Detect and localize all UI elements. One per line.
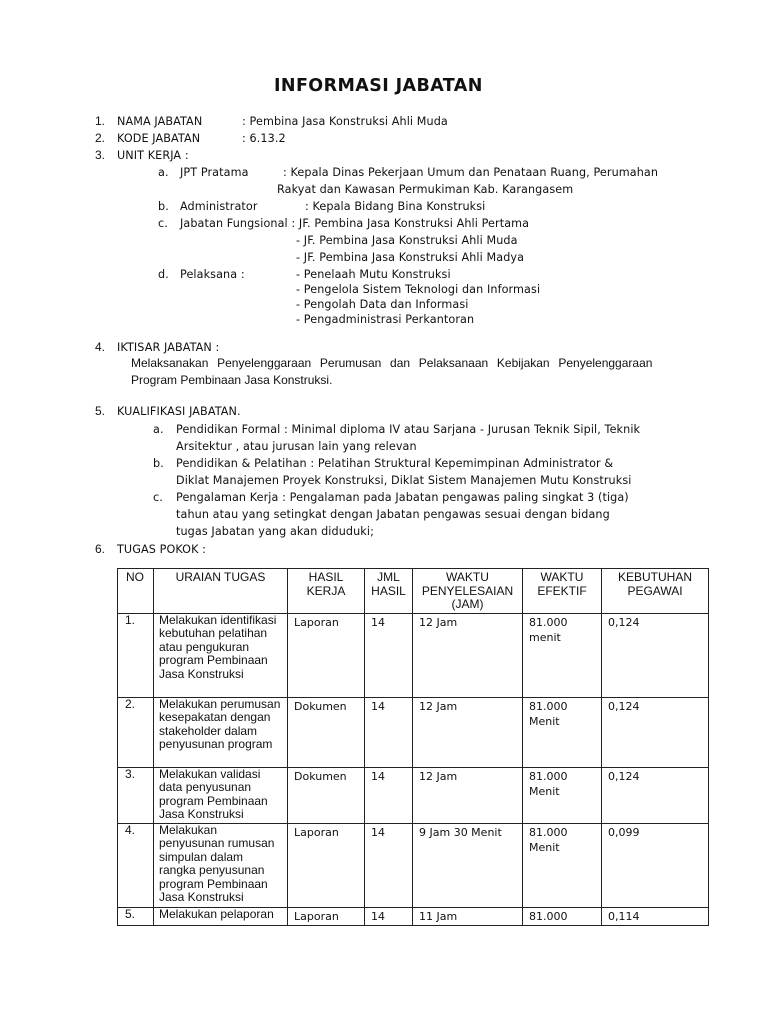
cell-kebutuhan: 0,099: [602, 824, 709, 908]
iktisar-text: Melaksanakan Penyelenggaraan Perumusan dan Pelaksanaan Kebijakan Penyelenggaraan: [131, 356, 653, 370]
cell-waktu: 12 Jam: [413, 768, 523, 824]
list-marker: b.: [153, 457, 164, 470]
cell-jml: 14: [365, 768, 413, 824]
item-number: 6.: [95, 542, 106, 556]
pendidikan-pelatihan-cont: Diklat Manajemen Proyek Konstruksi, Diklat Sistem Manajemen Mutu Konstruksi: [176, 474, 632, 487]
table-row: [118, 908, 709, 926]
item-number: 2.: [95, 131, 106, 145]
cell-waktu: 12 Jam: [413, 614, 523, 698]
header-waktu-efektif: WAKTU EFEKTIF: [523, 569, 602, 614]
table-row: [118, 824, 709, 908]
cell-no: 3.: [118, 768, 154, 824]
cell-no: 4.: [118, 824, 154, 908]
cell-uraian: Melakukan validasi data penyusunan program Pembinaan Jasa Konstruksi: [154, 768, 288, 824]
unit-kerja-label: UNIT KERJA :: [117, 149, 189, 162]
table-row: [118, 614, 709, 698]
table-header-row: [118, 569, 709, 614]
cell-no: 5.: [118, 908, 154, 926]
cell-hasil: Laporan: [288, 614, 365, 698]
jabatan-fungsional-item: - JF. Pembina Jasa Konstruksi Ahli Muda: [296, 234, 518, 247]
nama-jabatan-label: NAMA JABATAN: [117, 115, 203, 128]
list-marker: c.: [158, 217, 168, 230]
header-jml-hasil: JML HASIL: [365, 569, 413, 614]
cell-efektif: 81.000 Menit: [523, 824, 602, 908]
jabatan-fungsional-item: - JF. Pembina Jasa Konstruksi Ahli Madya: [296, 251, 525, 264]
cell-hasil: Laporan: [288, 908, 365, 926]
cell-no: 2.: [118, 698, 154, 768]
cell-waktu: 12 Jam: [413, 698, 523, 768]
pengalaman-kerja-cont: tahun atau yang setingkat dengan Jabatan pengawas sesuai dengan bidang: [176, 508, 610, 521]
nama-jabatan-value: : Pembina Jasa Konstruksi Ahli Muda: [242, 115, 448, 128]
pengalaman-kerja: Pengalaman Kerja : Pengalaman pada Jabatan pengawas paling singkat 3 (tiga): [176, 491, 629, 504]
jpt-pratama-value: : Kepala Dinas Pekerjaan Umum dan Penataan Ruang, Perumahan: [283, 166, 659, 179]
cell-uraian: Melakukan penyusunan rumusan simpulan dalam rangka penyusunan program Pembinaan Jasa Konstruksi: [154, 824, 288, 908]
pengalaman-kerja-cont: tugas Jabatan yang akan diduduki;: [176, 525, 374, 538]
kode-jabatan-value: : 6.13.2: [242, 132, 286, 145]
pendidikan-formal-cont: Arsitektur , atau jurusan lain yang relevan: [176, 440, 417, 453]
tugas-pokok-label: TUGAS POKOK :: [117, 543, 207, 556]
header-kebutuhan-pegawai: KEBUTUHAN PEGAWAI: [602, 569, 709, 614]
cell-waktu: 11 Jam: [413, 908, 523, 926]
kode-jabatan-label: KODE JABATAN: [117, 132, 201, 145]
cell-kebutuhan: 0,124: [602, 614, 709, 698]
header-waktu-penyelesaian: WAKTU PENYELESAIAN (JAM): [413, 569, 523, 614]
cell-hasil: Dokumen: [288, 768, 365, 824]
list-marker: c.: [153, 491, 163, 504]
item-number: 3.: [95, 148, 106, 162]
pelaksana-item: - Pengolah Data dan Informasi: [296, 298, 469, 311]
cell-efektif: 81.000 Menit: [523, 698, 602, 768]
iktisar-text-cont: Program Pembinaan Jasa Konstruksi.: [131, 373, 333, 387]
cell-uraian: Melakukan identifikasi kebutuhan pelatihan atau pengukuran program Pembinaan Jasa Konstruksi: [154, 614, 288, 698]
administrator-label: Administrator: [180, 200, 258, 213]
cell-kebutuhan: 0,124: [602, 698, 709, 768]
pendidikan-pelatihan: Pendidikan & Pelatihan : Pelatihan Struktural Kepemimpinan Administrator &: [176, 457, 614, 470]
cell-jml: 14: [365, 908, 413, 926]
cell-hasil: Dokumen: [288, 698, 365, 768]
list-marker: a.: [153, 423, 164, 436]
header-no: NO: [118, 569, 154, 614]
pelaksana-item: - Pengadministrasi Perkantoran: [296, 313, 475, 326]
table-row: [118, 768, 709, 824]
header-hasil-kerja: HASIL KERJA: [288, 569, 365, 614]
pendidikan-formal: Pendidikan Formal : Minimal diploma IV atau Sarjana - Jurusan Teknik Sipil, Teknik: [176, 423, 641, 436]
item-number: 5.: [95, 404, 106, 418]
iktisar-label: IKTISAR JABATAN :: [117, 341, 220, 354]
item-number: 1.: [95, 114, 106, 128]
jpt-pratama-value-cont: Rakyat dan Kawasan Permukiman Kab. Karangasem: [277, 183, 574, 196]
cell-uraian: Melakukan pelaporan: [154, 908, 288, 926]
cell-kebutuhan: 0,114: [602, 908, 709, 926]
cell-efektif: 81.000 Menit: [523, 768, 602, 824]
list-marker: d.: [158, 268, 169, 281]
pelaksana-item: - Penelaah Mutu Konstruksi: [296, 268, 451, 281]
cell-jml: 14: [365, 614, 413, 698]
cell-waktu: 9 Jam 30 Menit: [413, 824, 523, 908]
list-marker: b.: [158, 200, 169, 213]
header-uraian: URAIAN TUGAS: [154, 569, 288, 614]
cell-uraian: Melakukan perumusan kesepakatan dengan stakeholder dalam penyusunan program: [154, 698, 288, 768]
cell-jml: 14: [365, 824, 413, 908]
cell-kebutuhan: 0,124: [602, 768, 709, 824]
tugas-pokok-table: [117, 568, 709, 926]
jabatan-fungsional-line: Jabatan Fungsional : JF. Pembina Jasa Konstruksi Ahli Pertama: [180, 217, 530, 230]
page-title: INFORMASI JABATAN: [274, 76, 483, 96]
pelaksana-item: - Pengelola Sistem Teknologi dan Informasi: [296, 283, 541, 296]
jpt-pratama-label: JPT Pratama: [180, 166, 249, 179]
administrator-value: : Kepala Bidang Bina Konstruksi: [305, 200, 486, 213]
cell-hasil: Laporan: [288, 824, 365, 908]
item-number: 4.: [95, 340, 106, 354]
table-row: [118, 698, 709, 768]
cell-efektif: 81.000: [523, 908, 602, 926]
kualifikasi-label: KUALIFIKASI JABATAN.: [117, 405, 241, 418]
cell-no: 1.: [118, 614, 154, 698]
cell-jml: 14: [365, 698, 413, 768]
list-marker: a.: [158, 166, 169, 179]
pelaksana-label: Pelaksana :: [180, 268, 245, 281]
cell-efektif: 81.000 menit: [523, 614, 602, 698]
